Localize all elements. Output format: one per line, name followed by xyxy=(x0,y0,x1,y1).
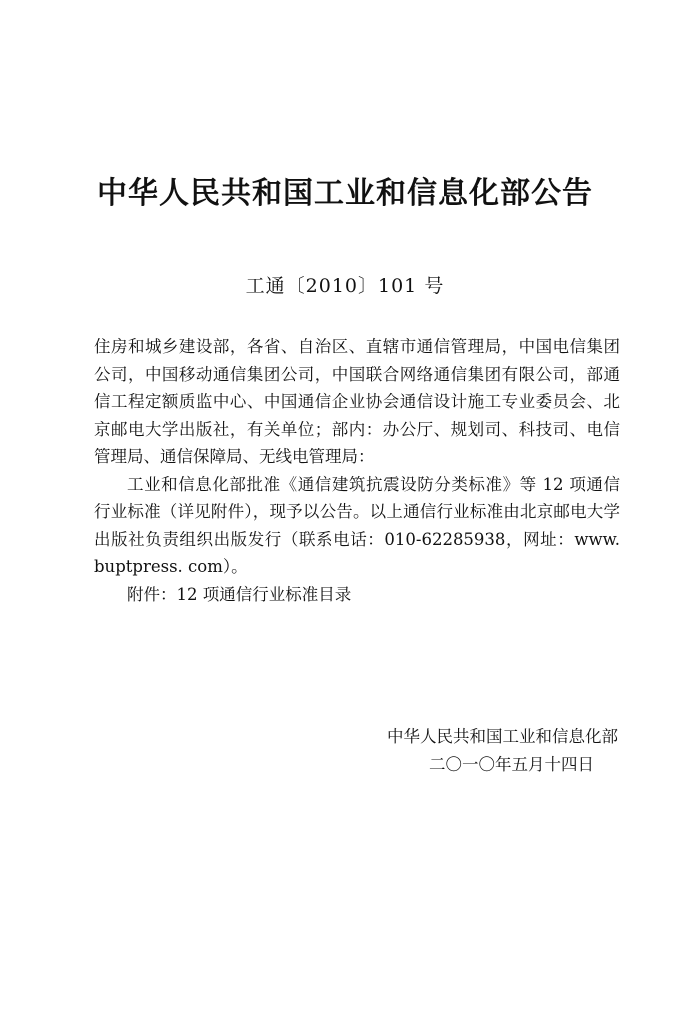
announcement-paragraph: 工业和信息化部批准《通信建筑抗震设防分类标准》等 12 项通信行业标准（详见附件），现予以公告。以上通信行业标准由北京邮电大学出版社负责组织出版发行（联系电话：010-62285938，网址：www. buptpress. com）。 xyxy=(94,474,620,576)
addressees-paragraph: 住房和城乡建设部，各省、自治区、直辖市通信管理局，中国电信集团公司，中国移动通信集团公司，中国联合网络通信集团有限公司，部通信工程定额质监中心、中国通信企业协会通信设计施工专业委员会、北京邮电大学出版社，有关单位；部内：办公厅、规划司、科技司、电信管理局、通信保障局、无线电管理局： xyxy=(94,337,620,466)
page-title: 中华人民共和国工业和信息化部公告 xyxy=(97,176,593,211)
document-number: 工通〔2010〕101 号 xyxy=(245,275,445,297)
signatory: 中华人民共和国工业和信息化部 xyxy=(387,727,618,746)
issue-date: 二〇一〇年五月十四日 xyxy=(429,755,594,774)
document-body xyxy=(94,333,620,608)
signature-block xyxy=(387,723,618,779)
attachment-line: 附件：12 项通信行业标准目录 xyxy=(127,584,352,604)
